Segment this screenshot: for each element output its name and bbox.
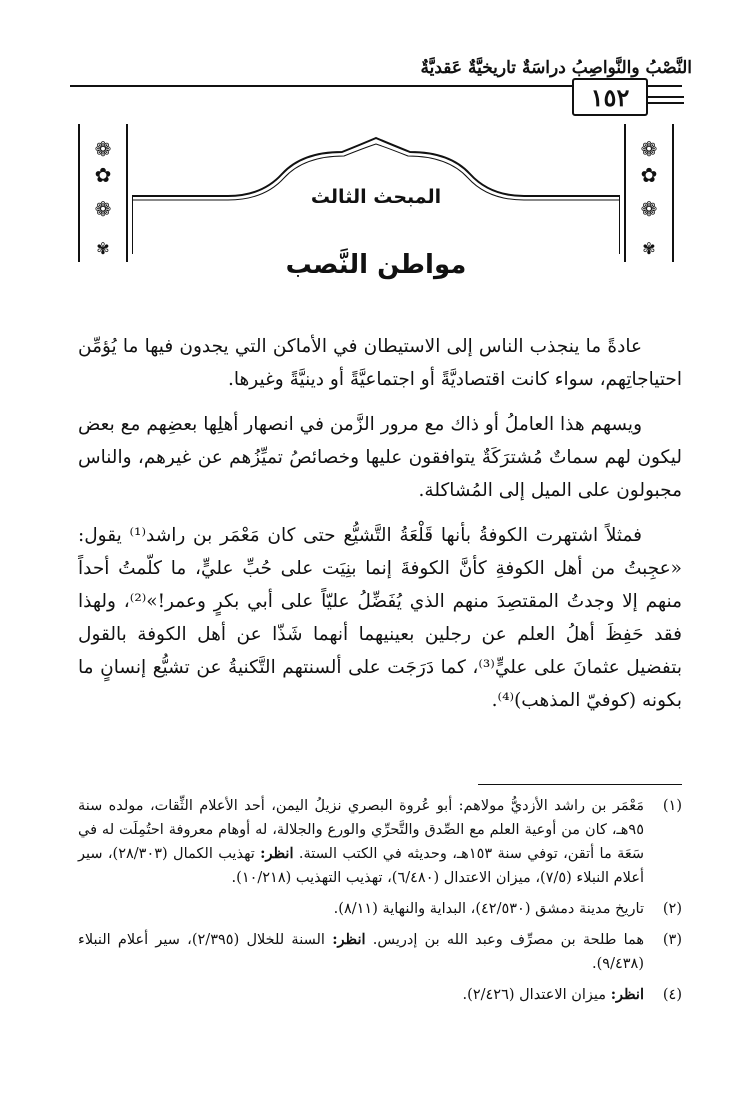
footnote: [78, 794, 682, 890]
chapter-title: مواطن النَّصب: [285, 250, 467, 280]
header-double-rule: [646, 96, 684, 104]
floral-ornament-icon: ❁: [94, 137, 112, 161]
paragraph: ويسهم هذا العاملُ أو ذاك مع مرور الزَّمن في انصهار أهلِها بعضِهم مع بعض ليكون لهم سماتٌ مُشترَكَةٌ يتوافقون عليها وخصائصُ تميِّزُهم عن غيرهم، والناس مجبولون على الميل إلى المُشاكلة.: [78, 414, 682, 501]
footnote-number: (٢): [662, 901, 682, 917]
page-number-box: [572, 78, 648, 116]
footnotes: [78, 794, 682, 1014]
right-ornament-pillar: [620, 118, 678, 268]
footnote-ref: تهذيب الكمال (٢٨/٣٠٣)، سير أعلام النبلاء (٧/٥)، ميزان الاعتدال (٦/٤٨٠)، تهذيب التهذيب (١٠/٢١٨).: [78, 846, 644, 886]
footnote: [78, 897, 682, 921]
floral-ornament-icon: ✾: [642, 239, 656, 258]
floral-ornament-icon: ❁: [640, 197, 658, 221]
footnote-ref-label: انظر:: [260, 845, 294, 862]
footnote-text: تاريخ مدينة دمشق (٤٢/٥٣٠)، البداية والنهاية (٨/١١).: [333, 901, 644, 917]
floral-ornament-icon: ✾: [96, 239, 110, 258]
section-label: المبحث الثالث: [310, 186, 442, 208]
main-text: [78, 330, 682, 729]
footnote-separator: [478, 784, 682, 785]
footnote-ref-label: انظر:: [332, 931, 366, 948]
paragraph: عادةً ما ينجذب الناس إلى الاستيطان في الأماكن التي يجدون فيها ما يُؤمِّن احتياجاتِهم، سواء كانت اقتصاديَّةً أو اجتماعيَّةً أو دينيَّةً وغيرها.: [78, 336, 682, 390]
footnote-ref-label: انظر:: [610, 986, 644, 1003]
footnote-text: مَعْمَر بن راشد الأزديُّ مولاهم: أبو عُروة البصري نزيلُ اليمن، أحد الأعلام الثِّقات، مولده سنة ٩٥هـ، كان من أوعية العلم مع الصِّدق والتَّحرِّي والورع والجلالة، له أوهام معروفة احتُمِلَت له في سَعَة ما أتقن، توفي سنة ١٥٣هـ، وحديثه في الكتب الستة.: [78, 798, 645, 862]
floral-ornament-icon: ❁: [94, 197, 112, 221]
floral-ornament-icon: ✿: [640, 163, 658, 187]
footnote-ref: السنة للخلال (٢/٣٩٥)، سير أعلام النبلاء (٩/٤٣٨).: [78, 932, 644, 972]
floral-ornament-icon: ❁: [640, 137, 658, 161]
running-title: النَّصْبُ والنَّواصِبُ دراسَةٌ تاريخيَّةٌ عَقديَّةٌ: [420, 58, 692, 78]
footnote-ref: ميزان الاعتدال (٢/٤٢٦).: [462, 987, 607, 1003]
left-ornament-pillar: [74, 118, 132, 268]
footnote-number: (٤): [662, 987, 682, 1003]
footnote-number: (١): [662, 798, 682, 814]
floral-ornament-icon: ✿: [94, 163, 112, 187]
footnote-text: هما طلحة بن مصرِّف وعبد الله بن إدريس.: [372, 932, 645, 948]
footnote: [78, 928, 682, 976]
paragraph: فمثلاً اشتهرت الكوفةُ بأنها قَلْعَةُ التَّشيُّع حتى كان مَعْمَر بن راشد⁽¹⁾ يقول: «عجِبتُ من أهل الكوفةِ كأنَّ الكوفةَ إنما بنِيَت على حُبِّ عليٍّ، ما كلّمتُ أحداً منهم إلا وجدتُ المقتصِدَ منهم الذي يُفَضِّلُ عليّاً على أبي بكرٍ وعمر!»⁽²⁾، ولهذا فقد حَفِظَ أهلُ العلم عن رجلين بعينيهما أنهما شَذّا عن أهل الكوفة بالقول بتفضيل عثمانَ على عليٍّ⁽³⁾، كما دَرَجَت على ألسنتهم التَّكنيةُ عن تشيُّع إنسانٍ ما بكونه (كوفيّ المذهب)⁽⁴⁾.: [78, 525, 682, 711]
page-number: ١٥٢: [590, 83, 630, 112]
footnote-number: (٣): [662, 932, 682, 948]
footnote: [78, 983, 682, 1007]
